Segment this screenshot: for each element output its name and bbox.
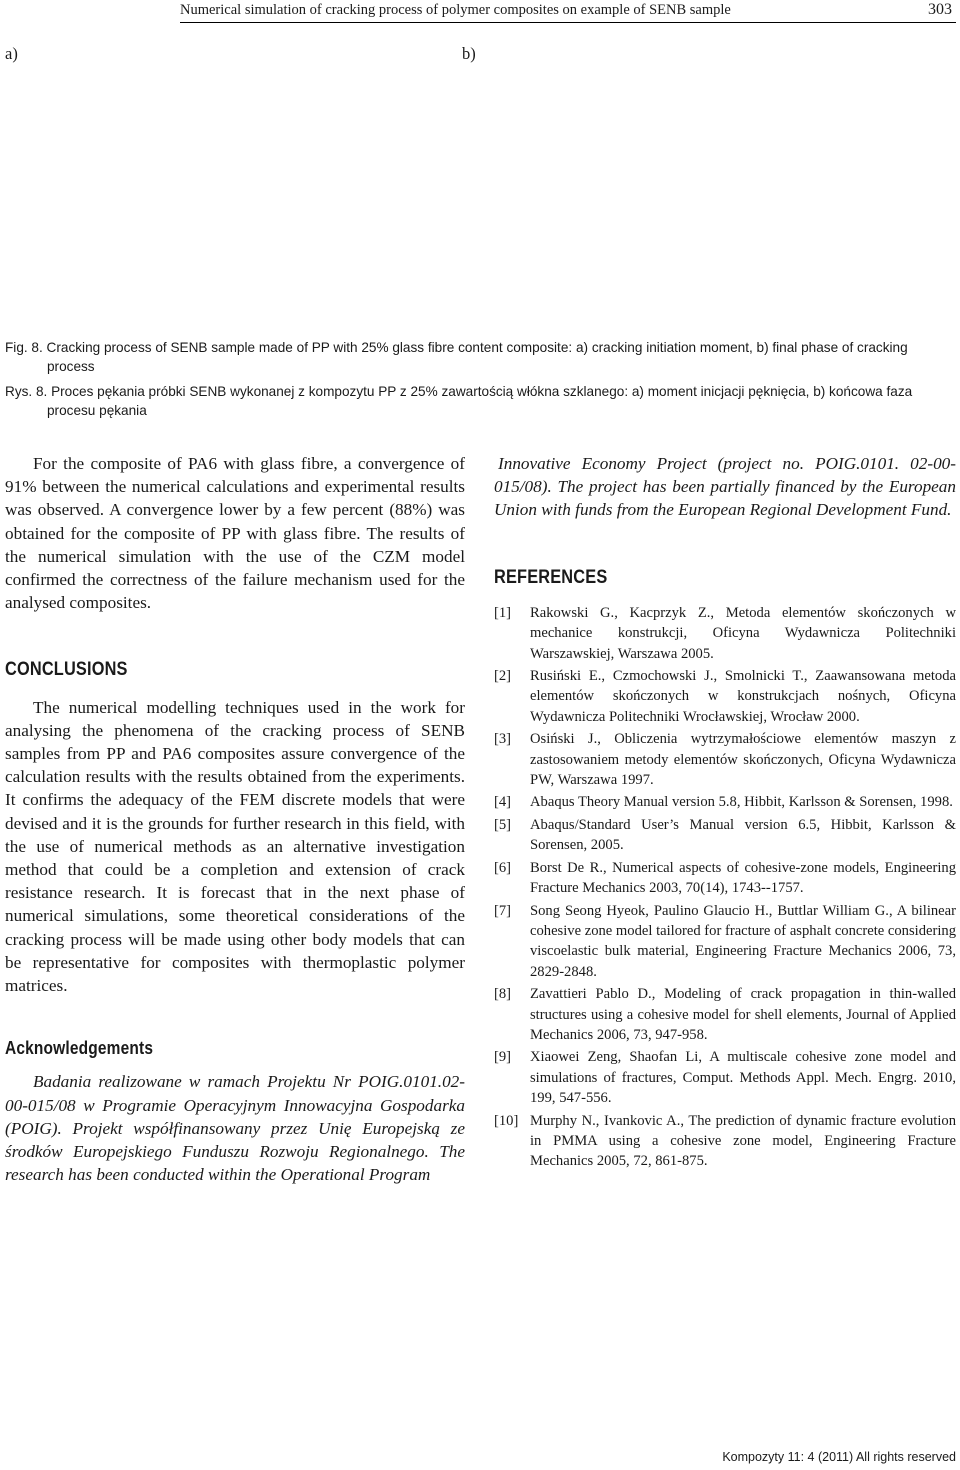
acknowledgements-paragraph: Badania realizowane w ramach Projektu Nr POIG.0101.02-00-015/08 w Programie Operacyjnym Innowacyjna Gospodarka (POIG). Projekt współfinansowany przez Unię Europejską ze środków Europejskiego Funduszu Rozwoju Regionalnego. The research has been conducted within the Operational Program bbox=[5, 1072, 465, 1185]
reference-item bbox=[494, 1111, 956, 1172]
reference-item bbox=[494, 901, 956, 983]
reference-text: Xiaowei Zeng, Shaofan Li, A multiscale cohesive zone model and simulations of fractures, Comput. Methods Appl. Mech. Engrg. 2010, 199, 547-556. bbox=[530, 1049, 956, 1107]
right-column bbox=[494, 452, 956, 1174]
results-paragraph: For the composite of PA6 with glass fibre, a convergence of 91% between the numerical calculations and experimental results was observed. A convergence lower by a few percent (88%) was obtained for the composite of PP with glass fibre. The results of the numerical simulation with the use of the CZM model confirmed the correctness of the failure mechanism used for the analysed composites. bbox=[5, 454, 465, 613]
reference-item bbox=[494, 984, 956, 1045]
reference-text: Zavattieri Pablo D., Modeling of crack propagation in thin-walled structures using a cohesive model for shell elements, Journal of Applied Mechanics 2006, 73, 947-958. bbox=[530, 986, 956, 1043]
references-list bbox=[494, 603, 956, 1172]
figure-caption-en-line-1: Fig. 8. Cracking process of SENB sample made of PP with 25% glass fibre content composite: a) cracking initiation moment, b) final phase of cracking bbox=[5, 340, 908, 355]
page-number: 303 bbox=[928, 1, 952, 18]
reference-text: Murphy N., Ivankovic A., The prediction of dynamic fracture evolution in PMMA using a cohesive zone model, Engineering Fracture Mechanics 2005, 72, 861-875. bbox=[530, 1112, 956, 1170]
reference-text: Abaqus Theory Manual version 5.8, Hibbit, Karlsson & Sorensen, 1998. bbox=[530, 794, 953, 811]
reference-number: [3] bbox=[494, 731, 512, 748]
reference-number: [10] bbox=[494, 1112, 519, 1129]
reference-number: [8] bbox=[494, 986, 512, 1003]
reference-item bbox=[494, 792, 956, 812]
acknowledgements-heading: Acknowledgements bbox=[5, 1038, 154, 1059]
figure-panel-a-label: a) bbox=[5, 44, 18, 63]
left-column bbox=[5, 452, 465, 1186]
reference-item bbox=[494, 666, 956, 727]
figure-caption-pl-line-1: Rys. 8. Proces pękania próbki SENB wykonanej z kompozytu PP z 25% zawartością włókna szklanego: a) moment inicjacji pęknięcia, b) końcowa faza bbox=[5, 384, 913, 399]
running-head-title: Numerical simulation of cracking process of polymer composites on example of SENB sample bbox=[180, 2, 731, 18]
reference-text: Borst De R., Numerical aspects of cohesive-zone models, Engineering Fracture Mechanics 2003, 70(14), 1743--1757. bbox=[530, 859, 956, 897]
figure-image-area bbox=[0, 64, 960, 328]
reference-number: [9] bbox=[494, 1049, 512, 1066]
reference-number: [7] bbox=[494, 902, 512, 919]
journal-footer: Kompozyty 11: 4 (2011) All rights reserved bbox=[722, 1450, 956, 1464]
figure-caption-en-line-2: process bbox=[47, 359, 95, 374]
reference-number: [2] bbox=[494, 668, 512, 685]
reference-item bbox=[494, 603, 956, 664]
reference-number: [6] bbox=[494, 859, 512, 876]
figure-caption-en bbox=[5, 338, 955, 376]
reference-number: [5] bbox=[494, 816, 512, 833]
figure-caption-pl-line-2: procesu pękania bbox=[47, 403, 147, 418]
figure-panel-b-label: b) bbox=[462, 44, 476, 63]
reference-text: Osiński J., Obliczenia wytrzymałościowe elementów maszyn z zastosowaniem metody elementów skończonych, Oficyna Wydawnicza PW, Warszawa 1997. bbox=[530, 731, 956, 789]
reference-text: Song Seong Hyeok, Paulino Glaucio H., Buttlar William G., A bilinear cohesive zone model tailored for fracture of asphalt concrete considering viscoelastic bulk material, Engineering Fracture Mechanics 2006, 73, 2829-2848. bbox=[530, 902, 956, 980]
running-head bbox=[180, 0, 956, 23]
references-heading: REFERENCES bbox=[494, 566, 608, 588]
reference-item bbox=[494, 815, 956, 856]
conclusions-paragraph: The numerical modelling techniques used in the work for analysing the phenomena of the cracking process of SENB samples from PP and PA6 composites assure convergence of the calculation results with the results obtained from the experiments. It confirms the adequacy of the FEM discrete models that were devised and it is the grounds for further research in this field, with the use of numerical methods as an alternative investigation method that could be a completion and extension of crack resistance research. It is forecast that in the next phase of numerical simulations, some theoretical considerations of the cracking process will be made using other body models that can be representative for composites with thermoplastic polymer matrices. bbox=[5, 697, 465, 996]
acknowledgements-continued: Innovative Economy Project (project no. POIG.0101. 02-00-015/08). The project has been partially financed by the European Union with funds from the European Regional Development Fund. bbox=[494, 454, 956, 520]
reference-text: Abaqus/Standard User’s Manual version 6.5, Hibbit, Karlsson & Sorensen, 2005. bbox=[530, 816, 956, 854]
figure-caption-pl bbox=[5, 382, 955, 420]
conclusions-heading: CONCLUSIONS bbox=[5, 659, 128, 681]
reference-item bbox=[494, 729, 956, 790]
reference-item bbox=[494, 858, 956, 899]
reference-text: Rakowski G., Kacprzyk Z., Metoda elementów skończonych w mechanice konstrukcji, Oficyna Wydawnicza Politechniki Warszawskiej, Warszawa 2005. bbox=[530, 604, 956, 662]
reference-text: Rusiński E., Czmochowski J., Smolnicki T., Zaawansowana metoda elementów skończonych w konstrukcjach nośnych, Oficyna Wydawnicza Politechniki Wrocławskiej, Wrocław 2000. bbox=[530, 668, 956, 725]
reference-number: [4] bbox=[494, 794, 512, 811]
reference-number: [1] bbox=[494, 604, 512, 621]
reference-item bbox=[494, 1047, 956, 1108]
